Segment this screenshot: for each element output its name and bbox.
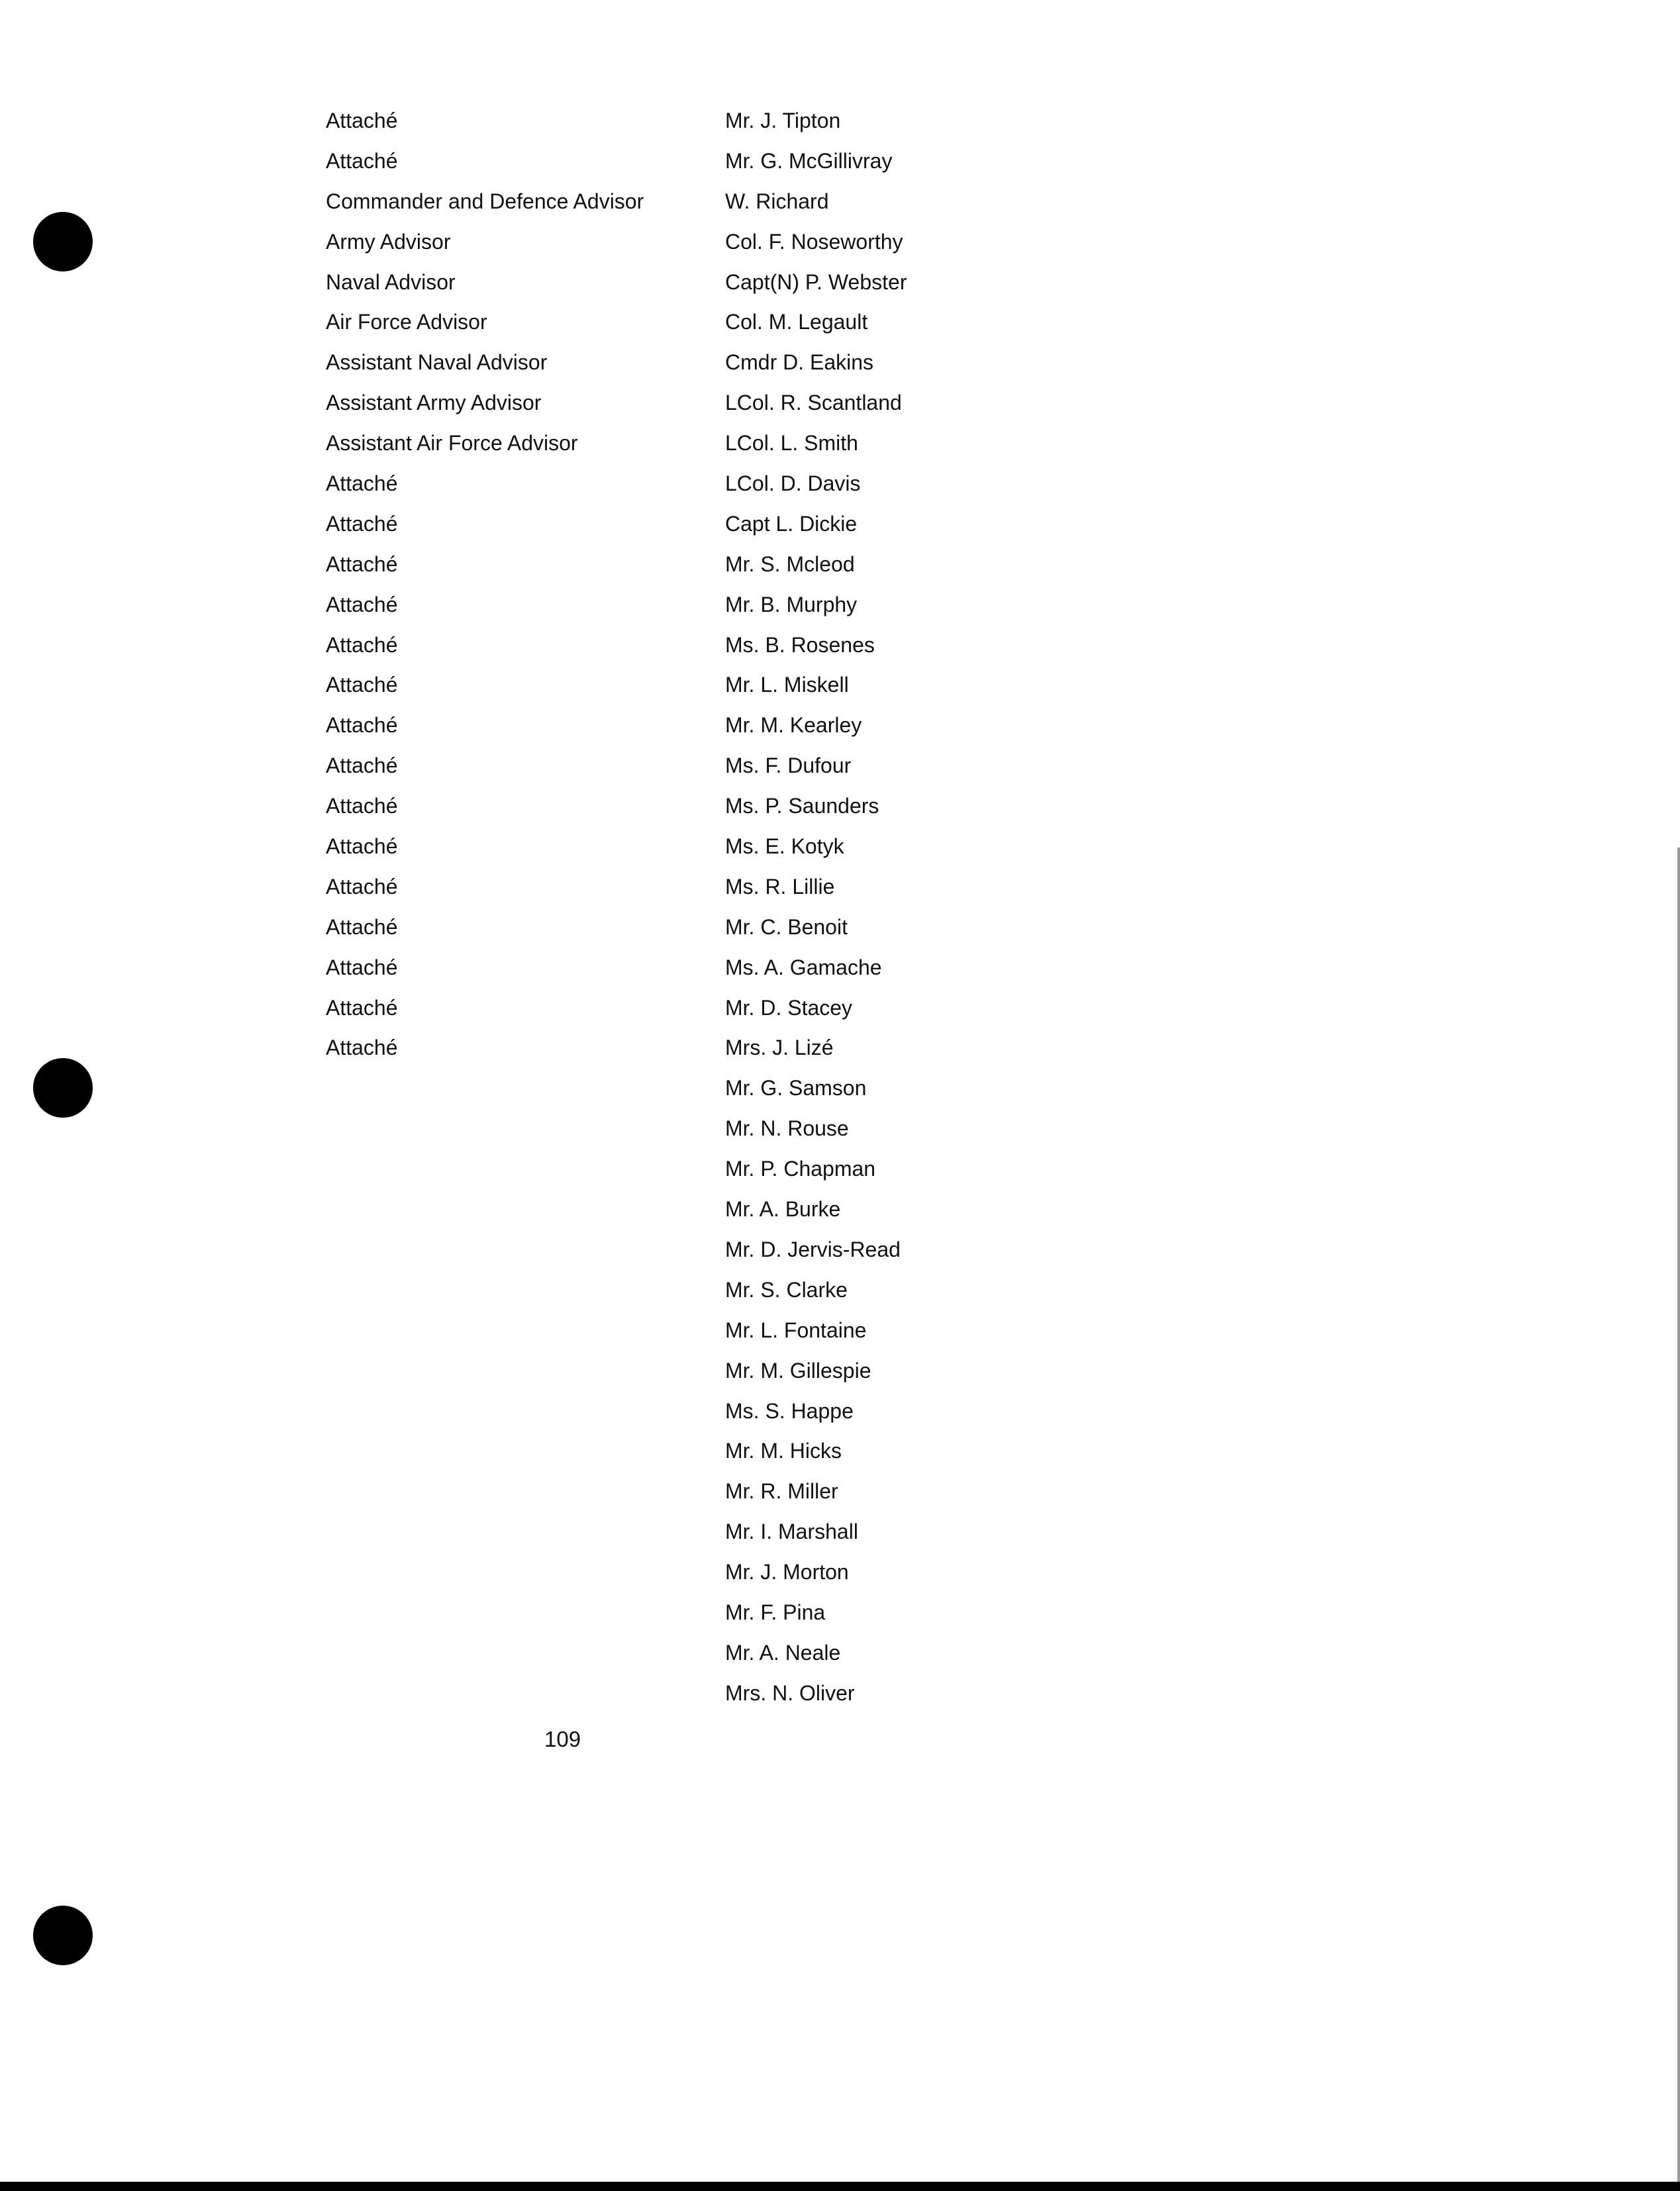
person-name: Mr. B. Murphy xyxy=(725,592,858,616)
person-name: Mrs. J. Lizé xyxy=(725,1036,834,1060)
person-name: Ms. B. Rosenes xyxy=(725,632,875,657)
person-name: Mr. C. Benoit xyxy=(725,914,848,939)
punch-hole xyxy=(33,212,93,271)
person-name: Mr. A. Burke xyxy=(725,1197,841,1222)
page-edge-line xyxy=(1677,848,1680,2182)
person-name: Capt L. Dickie xyxy=(725,511,858,536)
person-name: Ms. R. Lillie xyxy=(725,874,835,899)
person-name: Mr. L. Miskell xyxy=(725,673,849,697)
person-name: Cmdr D. Eakins xyxy=(725,350,874,375)
person-name: Col. F. Noseworthy xyxy=(725,229,903,254)
position-title: Air Force Advisor xyxy=(326,310,487,334)
position-title: Attaché xyxy=(326,673,398,697)
person-name: Mr. M. Hicks xyxy=(725,1439,842,1463)
person-name: Mr. S. Mcleod xyxy=(725,552,855,576)
person-name: Mr. G. McGillivray xyxy=(725,148,893,173)
position-title: Attaché xyxy=(326,834,398,859)
person-name: Capt(N) P. Webster xyxy=(725,269,907,294)
position-title: Army Advisor xyxy=(326,229,451,254)
person-name: LCol. R. Scantland xyxy=(725,391,902,415)
bottom-border xyxy=(0,2182,1680,2191)
person-name: Ms. E. Kotyk xyxy=(725,834,844,859)
person-name: Mr. S. Clarke xyxy=(725,1277,848,1302)
position-title: Attaché xyxy=(326,754,398,778)
person-name: Mr. L. Fontaine xyxy=(725,1318,867,1342)
person-name: Mr. D. Stacey xyxy=(725,995,853,1020)
person-name: LCol. L. Smith xyxy=(725,431,858,456)
person-name: Col. M. Legault xyxy=(725,310,868,334)
person-name: Mr. M. Gillespie xyxy=(725,1358,871,1383)
position-title: Attaché xyxy=(326,995,398,1020)
person-name: Mr. F. Pina xyxy=(725,1600,826,1624)
person-name: Mr. A. Neale xyxy=(725,1640,841,1665)
person-name: Mr. N. Rouse xyxy=(725,1116,849,1141)
position-title: Attaché xyxy=(326,592,398,616)
position-title: Naval Advisor xyxy=(326,269,456,294)
position-title: Attaché xyxy=(326,914,398,939)
person-name: Ms. F. Dufour xyxy=(725,754,852,778)
position-title: Attaché xyxy=(326,511,398,536)
page-number: 109 xyxy=(544,1727,581,1751)
position-title: Attaché xyxy=(326,552,398,576)
position-title: Assistant Naval Advisor xyxy=(326,350,548,375)
name-column xyxy=(725,106,1056,1719)
person-name: Mrs. N. Oliver xyxy=(725,1680,855,1705)
person-name: Mr. J. Tipton xyxy=(725,109,841,132)
position-title: Attaché xyxy=(326,955,398,979)
person-name: LCol. D. Davis xyxy=(725,471,861,496)
person-name: Mr. M. Kearley xyxy=(725,713,862,738)
person-name: Mr. R. Miller xyxy=(725,1479,838,1504)
punch-hole xyxy=(33,1058,93,1118)
position-title: Assistant Air Force Advisor xyxy=(326,431,578,456)
title-column xyxy=(326,106,697,1073)
position-title: Attaché xyxy=(326,794,398,818)
person-name: Mr. I. Marshall xyxy=(725,1520,858,1544)
position-title: Assistant Army Advisor xyxy=(326,391,542,415)
position-title: Attaché xyxy=(326,713,398,738)
punch-hole xyxy=(33,1906,93,1965)
person-name: Ms. S. Happe xyxy=(725,1398,854,1423)
person-name: Mr. J. Morton xyxy=(725,1560,849,1584)
position-title: Commander and Defence Advisor xyxy=(326,189,644,213)
position-title: Attaché xyxy=(326,632,398,657)
person-name: W. Richard xyxy=(725,189,829,213)
person-name: Mr. G. Samson xyxy=(725,1076,867,1100)
person-name: Mr. P. Chapman xyxy=(725,1157,876,1181)
person-name: Ms. P. Saunders xyxy=(725,794,879,818)
position-title: Attaché xyxy=(326,109,398,132)
person-name: Mr. D. Jervis-Read xyxy=(725,1237,901,1261)
person-name: Ms. A. Gamache xyxy=(725,955,882,979)
position-title: Attaché xyxy=(326,471,398,496)
position-title: Attaché xyxy=(326,874,398,899)
position-title: Attaché xyxy=(326,148,398,173)
position-title: Attaché xyxy=(326,1036,398,1060)
